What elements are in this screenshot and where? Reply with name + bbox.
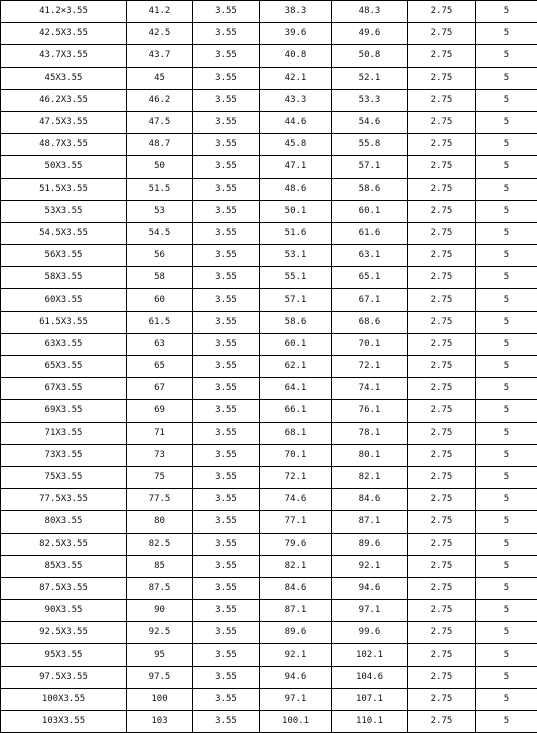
table-cell: 5 (476, 89, 537, 111)
table-cell: 3.55 (193, 400, 260, 422)
table-cell: 54.6 (332, 111, 408, 133)
table-cell: 90X3.55 (1, 600, 127, 622)
table-row (1, 600, 537, 622)
table-cell: 80X3.55 (1, 511, 127, 533)
table-cell: 2.75 (408, 134, 476, 156)
table-cell: 2.75 (408, 378, 476, 400)
table-cell: 60 (127, 289, 193, 311)
table-cell: 5 (476, 555, 537, 577)
table-row (1, 688, 537, 710)
table-cell: 65.1 (332, 267, 408, 289)
table-cell: 2.75 (408, 422, 476, 444)
table-cell: 75X3.55 (1, 466, 127, 488)
table-cell: 73 (127, 444, 193, 466)
table-cell: 3.55 (193, 245, 260, 267)
table-cell: 46.2X3.55 (1, 89, 127, 111)
table-cell: 2.75 (408, 444, 476, 466)
table-row (1, 178, 537, 200)
table-cell: 5 (476, 600, 537, 622)
table-cell: 61.5 (127, 311, 193, 333)
table-cell: 3.55 (193, 577, 260, 599)
table-cell: 55.8 (332, 134, 408, 156)
table-cell: 2.75 (408, 245, 476, 267)
table-cell: 5 (476, 489, 537, 511)
table-cell: 104.6 (332, 666, 408, 688)
table-cell: 5 (476, 356, 537, 378)
table-cell: 72.1 (332, 356, 408, 378)
table-cell: 3.55 (193, 311, 260, 333)
table-cell: 77.1 (260, 511, 332, 533)
table-row (1, 666, 537, 688)
table-cell: 50 (127, 156, 193, 178)
table-cell: 80 (127, 511, 193, 533)
table-cell: 60X3.55 (1, 289, 127, 311)
table-cell: 80.1 (332, 444, 408, 466)
table-cell: 2.75 (408, 311, 476, 333)
table-cell: 71X3.55 (1, 422, 127, 444)
table-cell: 82.5 (127, 533, 193, 555)
table-row (1, 333, 537, 355)
table-cell: 38.3 (260, 1, 332, 23)
table-cell: 69 (127, 400, 193, 422)
table-cell: 3.55 (193, 67, 260, 89)
table-cell: 58.6 (260, 311, 332, 333)
table-cell: 87.1 (332, 511, 408, 533)
table-cell: 2.75 (408, 178, 476, 200)
table-cell: 44.6 (260, 111, 332, 133)
table-cell: 53.3 (332, 89, 408, 111)
table-row (1, 289, 537, 311)
table-cell: 61.6 (332, 222, 408, 244)
table-cell: 5 (476, 134, 537, 156)
table-cell: 90 (127, 600, 193, 622)
table-cell: 3.55 (193, 378, 260, 400)
table-cell: 5 (476, 533, 537, 555)
table-cell: 87.5X3.55 (1, 577, 127, 599)
table-cell: 40.8 (260, 45, 332, 67)
table-cell: 5 (476, 422, 537, 444)
table-cell: 48.7 (127, 134, 193, 156)
table-cell: 3.55 (193, 89, 260, 111)
table-row (1, 111, 537, 133)
table-cell: 3.55 (193, 267, 260, 289)
table-cell: 77.5 (127, 489, 193, 511)
table-cell: 2.75 (408, 666, 476, 688)
table-cell: 42.1 (260, 67, 332, 89)
table-cell: 92.1 (332, 555, 408, 577)
table-cell: 3.55 (193, 356, 260, 378)
table-cell: 41.2×3.55 (1, 1, 127, 23)
table-cell: 2.75 (408, 289, 476, 311)
table-cell: 2.75 (408, 222, 476, 244)
table-cell: 103X3.55 (1, 711, 127, 733)
table-row (1, 511, 537, 533)
table-cell: 47.1 (260, 156, 332, 178)
table-row (1, 422, 537, 444)
table-row (1, 555, 537, 577)
table-cell: 2.75 (408, 466, 476, 488)
table-cell: 69X3.55 (1, 400, 127, 422)
table-row (1, 378, 537, 400)
table-cell: 78.1 (332, 422, 408, 444)
table-row (1, 311, 537, 333)
table-cell: 5 (476, 622, 537, 644)
table-cell: 87.5 (127, 577, 193, 599)
table-cell: 5 (476, 688, 537, 710)
table-cell: 3.55 (193, 622, 260, 644)
table-cell: 74.1 (332, 378, 408, 400)
table-cell: 55.1 (260, 267, 332, 289)
table-cell: 3.55 (193, 644, 260, 666)
table-cell: 68.6 (332, 311, 408, 333)
table-cell: 3.55 (193, 444, 260, 466)
table-cell: 75 (127, 466, 193, 488)
table-cell: 58.6 (332, 178, 408, 200)
table-cell: 79.6 (260, 533, 332, 555)
table-cell: 2.75 (408, 400, 476, 422)
table-cell: 77.5X3.55 (1, 489, 127, 511)
table-cell: 5 (476, 289, 537, 311)
table-cell: 47.5 (127, 111, 193, 133)
table-cell: 5 (476, 466, 537, 488)
table-cell: 61.5X3.55 (1, 311, 127, 333)
table-cell: 57.1 (332, 156, 408, 178)
table-cell: 68.1 (260, 422, 332, 444)
table-cell: 43.7X3.55 (1, 45, 127, 67)
table-cell: 45 (127, 67, 193, 89)
table-cell: 47.5X3.55 (1, 111, 127, 133)
table-row (1, 134, 537, 156)
table-cell: 5 (476, 45, 537, 67)
table-cell: 95 (127, 644, 193, 666)
table-cell: 3.55 (193, 45, 260, 67)
table-cell: 5 (476, 1, 537, 23)
table-row (1, 267, 537, 289)
table-cell: 2.75 (408, 23, 476, 45)
table-cell: 5 (476, 23, 537, 45)
table-cell: 5 (476, 111, 537, 133)
table-row (1, 444, 537, 466)
table-cell: 84.6 (332, 489, 408, 511)
table-cell: 92.5X3.55 (1, 622, 127, 644)
table-cell: 95X3.55 (1, 644, 127, 666)
table-cell: 56 (127, 245, 193, 267)
table-cell: 97.1 (260, 688, 332, 710)
table-cell: 3.55 (193, 600, 260, 622)
table-cell: 43.7 (127, 45, 193, 67)
table-row (1, 222, 537, 244)
table-cell: 3.55 (193, 134, 260, 156)
table-cell: 2.75 (408, 267, 476, 289)
table-cell: 2.75 (408, 511, 476, 533)
table-cell: 102.1 (332, 644, 408, 666)
table-cell: 63X3.55 (1, 333, 127, 355)
table-cell: 97.5 (127, 666, 193, 688)
table-cell: 58 (127, 267, 193, 289)
table-cell: 82.5X3.55 (1, 533, 127, 555)
table-cell: 2.75 (408, 533, 476, 555)
table-cell: 49.6 (332, 23, 408, 45)
table-cell: 3.55 (193, 489, 260, 511)
table-cell: 99.6 (332, 622, 408, 644)
table-cell: 110.1 (332, 711, 408, 733)
table-cell: 2.75 (408, 111, 476, 133)
table-cell: 50.1 (260, 200, 332, 222)
table-row (1, 577, 537, 599)
table-cell: 53 (127, 200, 193, 222)
table-cell: 3.55 (193, 156, 260, 178)
table-cell: 67X3.55 (1, 378, 127, 400)
table-cell: 74.6 (260, 489, 332, 511)
table-cell: 54.5X3.55 (1, 222, 127, 244)
table-row (1, 200, 537, 222)
table-cell: 3.55 (193, 23, 260, 45)
table-row (1, 89, 537, 111)
table-cell: 2.75 (408, 688, 476, 710)
table-cell: 56X3.55 (1, 245, 127, 267)
table-row (1, 489, 537, 511)
table-cell: 5 (476, 444, 537, 466)
table-cell: 2.75 (408, 622, 476, 644)
table-cell: 51.6 (260, 222, 332, 244)
table-cell: 85 (127, 555, 193, 577)
table-cell: 67 (127, 378, 193, 400)
table-cell: 84.6 (260, 577, 332, 599)
table-cell: 94.6 (332, 577, 408, 599)
table-cell: 48.6 (260, 178, 332, 200)
table-cell: 5 (476, 222, 537, 244)
table-cell: 3.55 (193, 466, 260, 488)
table-cell: 2.75 (408, 1, 476, 23)
table-cell: 51.5 (127, 178, 193, 200)
table-cell: 60.1 (260, 333, 332, 355)
table-cell: 54.5 (127, 222, 193, 244)
table-cell: 2.75 (408, 156, 476, 178)
table-cell: 66.1 (260, 400, 332, 422)
table-cell: 2.75 (408, 711, 476, 733)
table-row (1, 622, 537, 644)
table-cell: 48.7X3.55 (1, 134, 127, 156)
table-cell: 2.75 (408, 333, 476, 355)
table-cell: 46.2 (127, 89, 193, 111)
table-cell: 5 (476, 400, 537, 422)
table-row (1, 533, 537, 555)
table-cell: 5 (476, 267, 537, 289)
table-cell: 85X3.55 (1, 555, 127, 577)
table-cell: 3.55 (193, 200, 260, 222)
table-cell: 57.1 (260, 289, 332, 311)
table-cell: 2.75 (408, 67, 476, 89)
table-cell: 92.5 (127, 622, 193, 644)
table-cell: 3.55 (193, 111, 260, 133)
table-row (1, 711, 537, 733)
table-cell: 50.8 (332, 45, 408, 67)
table-cell: 3.55 (193, 422, 260, 444)
table-cell: 45.8 (260, 134, 332, 156)
table-cell: 5 (476, 711, 537, 733)
table-cell: 5 (476, 644, 537, 666)
table-cell: 60.1 (332, 200, 408, 222)
table-cell: 5 (476, 511, 537, 533)
table-cell: 52.1 (332, 67, 408, 89)
table-cell: 97.5X3.55 (1, 666, 127, 688)
table-cell: 94.6 (260, 666, 332, 688)
table-row (1, 23, 537, 45)
table-cell: 5 (476, 666, 537, 688)
table-cell: 3.55 (193, 289, 260, 311)
table-cell: 5 (476, 577, 537, 599)
table-cell: 5 (476, 178, 537, 200)
table-cell: 2.75 (408, 600, 476, 622)
table-cell: 70.1 (260, 444, 332, 466)
table-row (1, 67, 537, 89)
table-cell: 65 (127, 356, 193, 378)
table-cell: 3.55 (193, 666, 260, 688)
table-cell: 2.75 (408, 356, 476, 378)
table-cell: 63.1 (332, 245, 408, 267)
table-cell: 53X3.55 (1, 200, 127, 222)
table-cell: 5 (476, 378, 537, 400)
table-cell: 50X3.55 (1, 156, 127, 178)
table-cell: 2.75 (408, 644, 476, 666)
table-cell: 100.1 (260, 711, 332, 733)
table-cell: 76.1 (332, 400, 408, 422)
table-cell: 3.55 (193, 533, 260, 555)
table-cell: 2.75 (408, 200, 476, 222)
table-cell: 100X3.55 (1, 688, 127, 710)
table-cell: 87.1 (260, 600, 332, 622)
table-cell: 62.1 (260, 356, 332, 378)
table-cell: 45X3.55 (1, 67, 127, 89)
table-cell: 41.2 (127, 1, 193, 23)
table-cell: 2.75 (408, 89, 476, 111)
table-row (1, 156, 537, 178)
table-cell: 43.3 (260, 89, 332, 111)
table-cell: 3.55 (193, 222, 260, 244)
table-cell: 3.55 (193, 1, 260, 23)
table-cell: 53.1 (260, 245, 332, 267)
table-cell: 58X3.55 (1, 267, 127, 289)
table-row (1, 245, 537, 267)
table-cell: 89.6 (260, 622, 332, 644)
table-cell: 92.1 (260, 644, 332, 666)
table-cell: 73X3.55 (1, 444, 127, 466)
table-cell: 42.5 (127, 23, 193, 45)
table-cell: 5 (476, 200, 537, 222)
table-cell: 3.55 (193, 555, 260, 577)
table-cell: 67.1 (332, 289, 408, 311)
table-cell: 71 (127, 422, 193, 444)
table-cell: 51.5X3.55 (1, 178, 127, 200)
specification-table-body (1, 1, 537, 733)
table-cell: 3.55 (193, 711, 260, 733)
table-cell: 5 (476, 245, 537, 267)
table-cell: 2.75 (408, 45, 476, 67)
table-cell: 72.1 (260, 466, 332, 488)
table-row (1, 1, 537, 23)
table-cell: 97.1 (332, 600, 408, 622)
table-cell: 5 (476, 311, 537, 333)
table-row (1, 45, 537, 67)
table-cell: 82.1 (260, 555, 332, 577)
table-cell: 2.75 (408, 577, 476, 599)
table-cell: 65X3.55 (1, 356, 127, 378)
table-cell: 42.5X3.55 (1, 23, 127, 45)
table-cell: 3.55 (193, 688, 260, 710)
table-cell: 63 (127, 333, 193, 355)
table-cell: 82.1 (332, 466, 408, 488)
table-cell: 107.1 (332, 688, 408, 710)
table-cell: 5 (476, 333, 537, 355)
table-cell: 5 (476, 67, 537, 89)
table-cell: 64.1 (260, 378, 332, 400)
table-cell: 39.6 (260, 23, 332, 45)
table-cell: 89.6 (332, 533, 408, 555)
table-cell: 70.1 (332, 333, 408, 355)
table-cell: 2.75 (408, 489, 476, 511)
table-cell: 103 (127, 711, 193, 733)
table-cell: 3.55 (193, 178, 260, 200)
table-cell: 48.3 (332, 1, 408, 23)
table-row (1, 400, 537, 422)
table-row (1, 356, 537, 378)
table-cell: 100 (127, 688, 193, 710)
table-cell: 5 (476, 156, 537, 178)
table-cell: 3.55 (193, 511, 260, 533)
table-row (1, 644, 537, 666)
table-cell: 2.75 (408, 555, 476, 577)
table-cell: 3.55 (193, 333, 260, 355)
table-row (1, 466, 537, 488)
